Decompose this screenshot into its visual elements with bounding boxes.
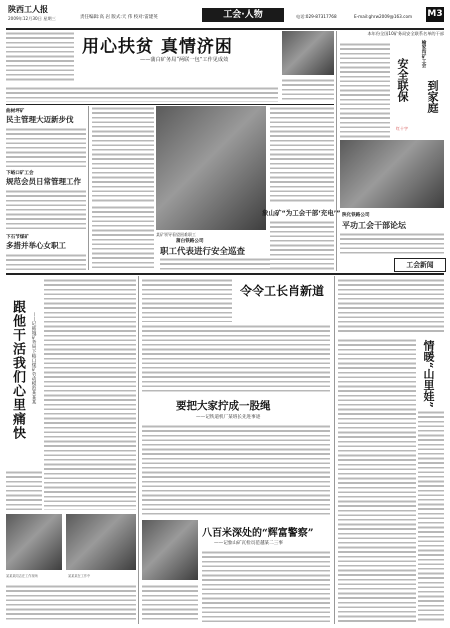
left-item1-body [6,127,86,167]
bottom-center-photo [142,520,198,580]
left-item3-kicker: 下石节煤矿 [6,235,29,240]
top-story-body [6,86,278,102]
bottom-left-footer-text [6,584,136,622]
top-story-intro-text [6,31,74,83]
editors-line: 责任编辑:高 岩 版式:天 伟 校对:雷建英 [80,15,158,20]
right-sub-kicker: 陕化铁路公司 [342,213,370,218]
left-item3-body [6,253,86,271]
section-title: 工会·人物 [202,8,284,22]
right-feature-kicker: 榆家沟矿工会 [421,40,426,68]
bottom-left-photo-2 [66,514,136,570]
right-stamp: 红十字 [396,126,408,131]
right-sub-text [340,232,444,256]
left-column-divider [88,106,89,270]
top-story-side-banner: 本年份全国10矿务局安全联系名单的干部 [367,31,444,36]
bottom-left-photo-1 [6,514,62,570]
left-item1-title: 民主管理大迈新步伐 [6,115,74,124]
right-sub-title: 平功工会干部论坛 [342,221,406,230]
top-story-right-text [282,78,334,102]
right-feature-title-line2: 到家庭 [426,80,439,113]
left-item2-body [6,189,86,231]
top-story-photo [282,31,334,75]
bottom-center-text-e [142,584,198,622]
headline-2: 要把大家拧成一股绳 [176,400,271,412]
bottom-right-text-b [338,338,416,622]
left-column [6,106,86,270]
bottom-right-divider [334,276,335,624]
middle-kicker: 蒲白铁路公司 [176,239,204,244]
left-item3-title: 多措并举心女职工 [6,241,66,250]
left-item2-title: 规范会员日常管理工作 [6,177,81,186]
section-rule [6,273,444,275]
bottom-right-text-c [418,410,444,622]
masthead-rule [6,28,444,30]
middle-photo [156,106,266,230]
page-number: M3 [426,7,444,22]
middle-photo-caption: 某矿领导看望困难职工 [156,232,196,237]
phone-line: 电话:029-87317768 [296,14,337,19]
bottom-right-title: 情暖“山里娃” [422,340,435,408]
bottom-left-body [44,278,136,510]
right-feature-title-line1: 安全联保 [396,58,409,102]
middle-title: 职工代表进行安全巡查 [160,247,246,257]
bottom-vertical-title: 跟他干活我们心里痛快 [10,300,25,440]
masthead [6,4,444,28]
middle-right-lower-text [270,220,334,270]
bottom-right-text-a [338,278,444,334]
bottom-left-divider [138,276,139,624]
paper-logo: 陕西工人报 [8,5,48,14]
headline-3: 八百米深处的“辉富警察” [202,528,314,539]
bottom-photo-caption-2: 某某某在工作中 [68,574,91,578]
bottom-photo-caption-1: 某某某同志在工作现场 [6,574,38,578]
headline-2-subtitle: ——记铁道机厂某班长先进事迹 [196,415,261,420]
headline-1: 令令工长肖新道 [240,284,325,298]
bottom-center-text-a [142,278,232,322]
middle-lower-text [92,205,154,269]
headline-3-subtitle: ——记象山矿瓦检员范越某二三事 [214,541,283,546]
right-feature-photo [340,140,444,208]
middle-right-title: 象山矿“为工会干部‘充电’” [262,209,341,217]
top-story-rule [6,104,334,105]
right-feature-text [340,42,390,138]
left-item2-kicker: 下峪口矿工会 [6,171,34,176]
right-column-divider [336,31,337,271]
bottom-center-text-c [142,424,330,516]
middle-upper-text [92,106,154,202]
middle-right-text [270,106,334,202]
email-line: E-mail:ghrw2009@163.com [354,14,413,19]
bottom-center-text-d [202,550,330,622]
news-tag: 工会新闻 [394,258,446,272]
date-line: 2009年12月30日 星期三 [8,16,56,21]
bottom-center-text-b [142,324,330,394]
bottom-left-body-2 [6,470,42,510]
bottom-vertical-subtitle: ——记韩城矿务局下峪口煤矿劳动模范某某某 [31,312,36,404]
left-item1-kicker: 曲树坪矿 [6,109,25,114]
top-story-subtitle: ——蒲白矿务局“两联一包”工作见成效 [140,57,229,63]
top-story-title: 用心扶贫 真情济困 [82,37,233,57]
